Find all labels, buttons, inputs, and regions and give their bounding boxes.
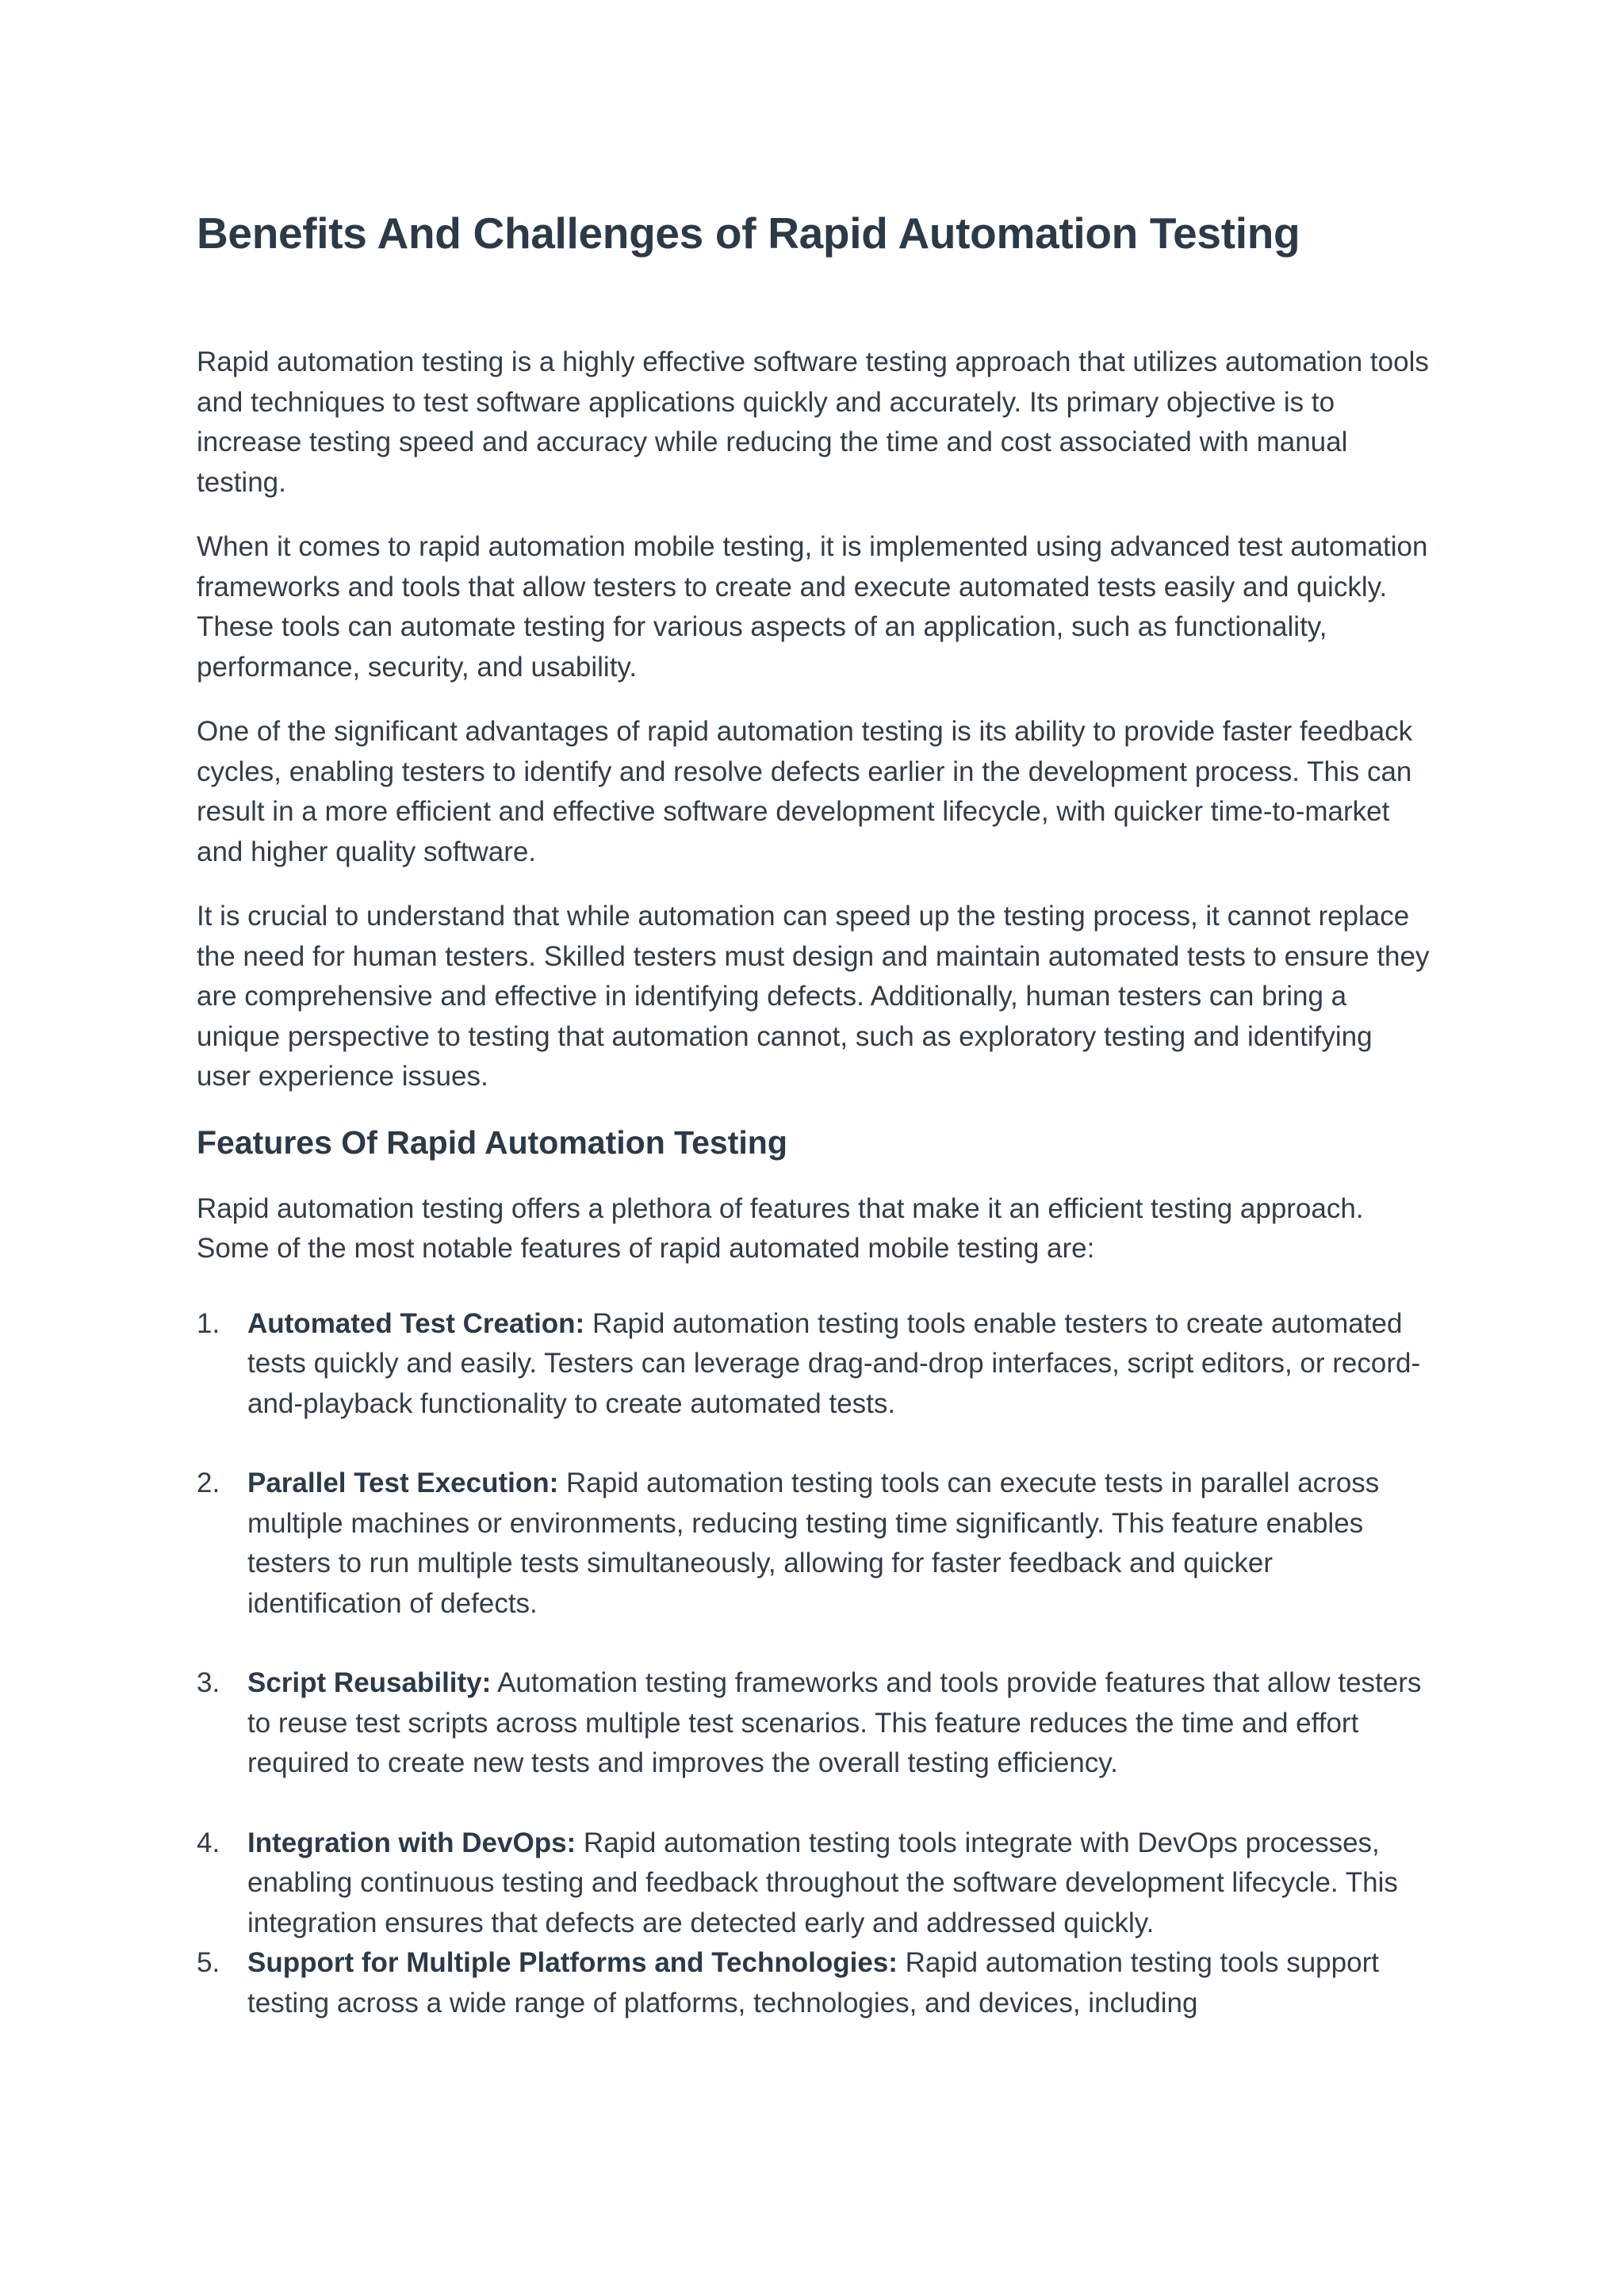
features-heading: Features Of Rapid Automation Testing <box>197 1123 787 1161</box>
list-number: 5. <box>197 1947 220 1978</box>
features-list <box>197 1304 1434 2024</box>
paragraph-human-testers: It is crucial to understand that while automation can speed up the testing process, it cannot replace the need for human testers. Skilled testers must design and maintain automated tests to ensure they are comprehensive and effective in identifying defects. Additionally, human testers can bring a unique perspective to testing that automation cannot, such as exploratory testing and identifying user experience issues. <box>197 901 1430 1092</box>
feature-term: Parallel Test Execution: <box>247 1468 559 1498</box>
feature-description: Automation testing frameworks and tools provide features that allow testers to reuse test scripts across multiple test scenarios. This feature reduces the time and effort required to create new tests and improves the overall testing efficiency. <box>247 1667 1422 1778</box>
paragraph-mobile-testing: When it comes to rapid automation mobile testing, it is implemented using advanced test automation frameworks and tools that allow testers to create and execute automated tests easily and quickly. These tools can automate testing for various aspects of an application, such as functionality, performance, security, and usability. <box>197 531 1428 683</box>
feature-term: Script Reusability: <box>247 1667 492 1698</box>
document-title: Benefits And Challenges of Rapid Automation Testing <box>197 209 1300 258</box>
features-intro: Rapid automation testing offers a plethora of features that make it an efficient testing approach. Some of the most notable features of rapid automated mobile testing are: <box>197 1192 1364 1264</box>
feature-description: Rapid automation testing tools integrate with DevOps processes, enabling continuous testing and feedback throughout the software development lifecycle. This integration ensures that defects are detected early and addressed quickly. <box>247 1827 1398 1938</box>
feature-description: Rapid automation testing tools can execute tests in parallel across multiple machines or environments, reducing testing time significantly. This feature enables testers to run multiple tests simultaneously, allowing for faster feedback and quicker identification of defects. <box>247 1468 1380 1619</box>
list-item <box>197 1943 1434 2023</box>
feature-description: Rapid automation testing tools enable testers to create automated tests quickly and easily. Testers can leverage drag-and-drop interfaces, script editors, or record-and-playback functionality to create automated tests. <box>247 1307 1421 1419</box>
paragraph-intro: Rapid automation testing is a highly effective software testing approach that utilizes automation tools and techniques to test software applications quickly and accurately. Its primary objective is to increase testing speed and accuracy while reducing the time and cost associated with manual testing. <box>197 346 1429 498</box>
list-number: 1. <box>197 1307 220 1339</box>
list-item <box>197 1464 1434 1624</box>
paragraph-advantages: One of the significant advantages of rapid automation testing is its ability to provide faster feedback cycles, enabling testers to identify and resolve defects earlier in the development process. This can result in a more efficient and effective software development lifecycle, with quicker time-to-market and higher quality software. <box>197 716 1413 867</box>
feature-term: Support for Multiple Platforms and Technologies: <box>247 1947 898 1978</box>
feature-term: Integration with DevOps: <box>247 1827 576 1858</box>
list-item <box>197 1663 1434 1784</box>
list-item <box>197 1304 1434 1425</box>
list-number: 3. <box>197 1667 220 1698</box>
list-item <box>197 1823 1434 1944</box>
feature-description: Rapid automation testing tools support testing across a wide range of platforms, technologies, and devices, including <box>247 1947 1379 2019</box>
document-body <box>197 342 1434 2023</box>
feature-term: Automated Test Creation: <box>247 1307 585 1339</box>
list-number: 4. <box>197 1827 220 1858</box>
list-number: 2. <box>197 1468 220 1498</box>
